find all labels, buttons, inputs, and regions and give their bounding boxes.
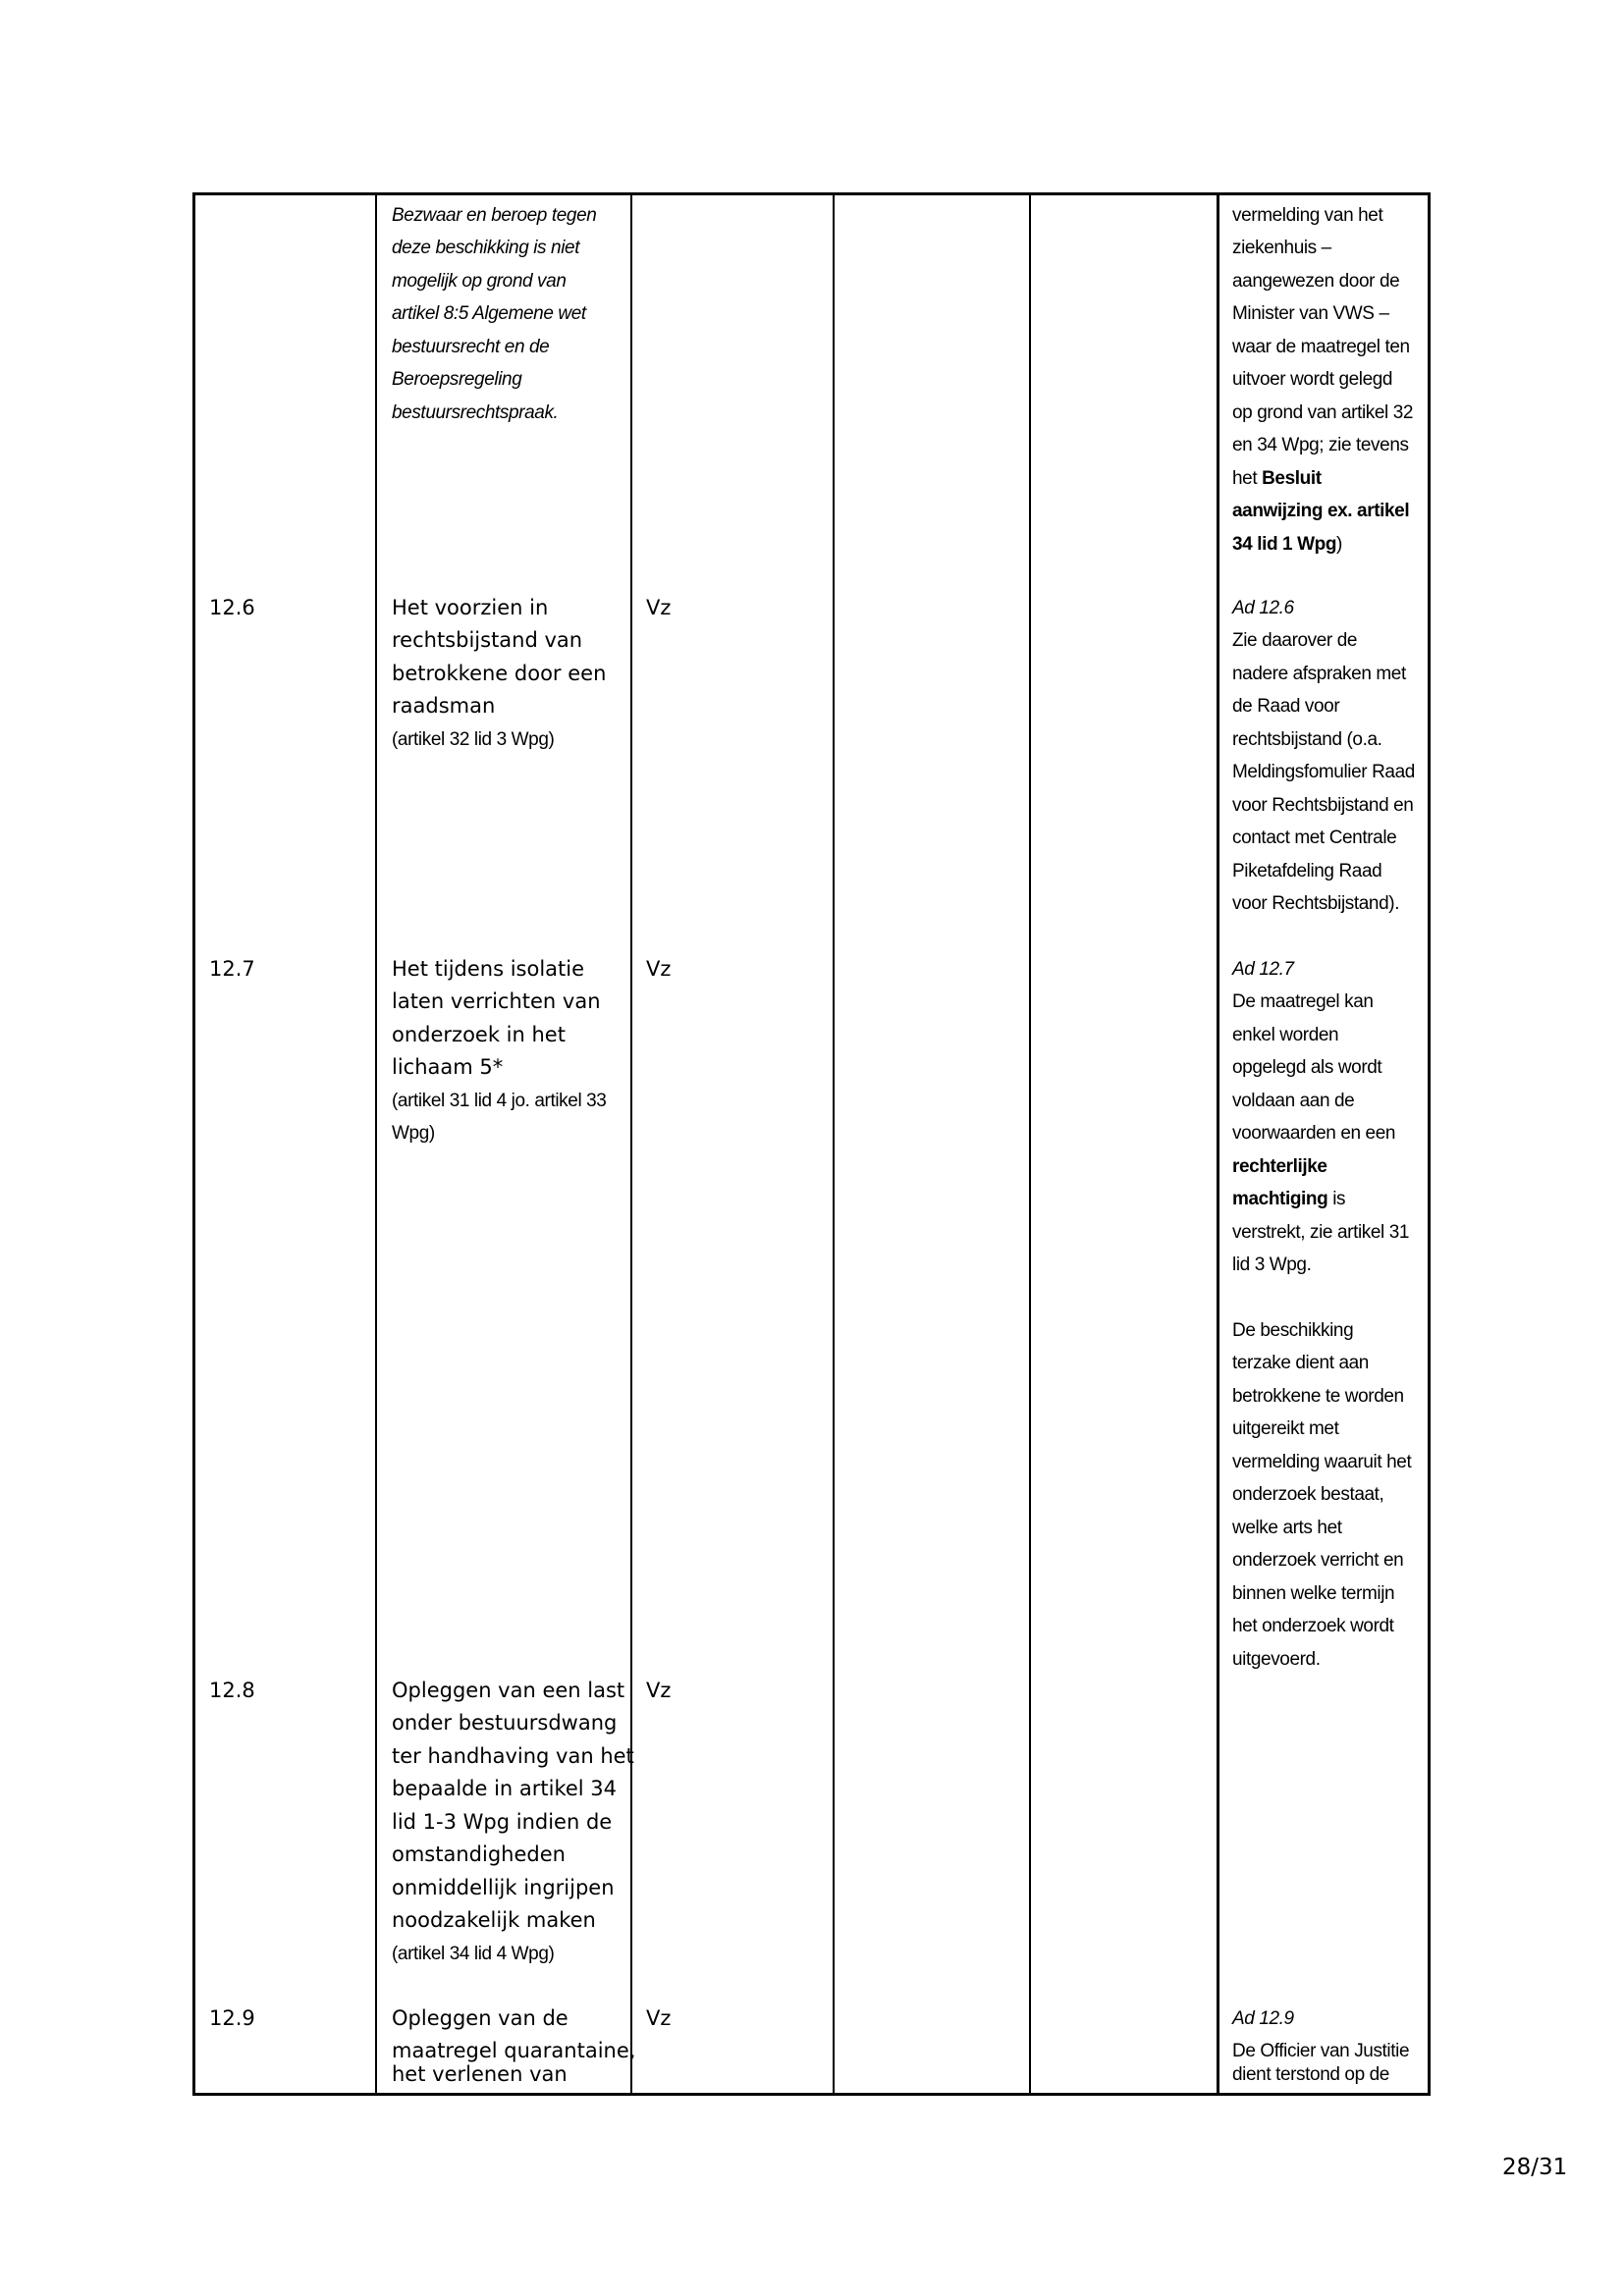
text-line: lid 3 Wpg.: [1232, 1255, 1312, 1275]
text-line: dient terstond op de: [1232, 2064, 1389, 2085]
remark-heading: Ad 12.7: [1232, 959, 1294, 980]
text-line: waar de maatregel ten: [1232, 337, 1410, 357]
legal-reference: Wpg): [392, 1123, 435, 1144]
text-line: onderzoek bestaat,: [1232, 1484, 1384, 1505]
row-number: 12.7: [209, 957, 255, 981]
text-line: ziekenhuis –: [1232, 238, 1331, 258]
text-line: bestuursrecht en de: [392, 337, 550, 357]
text-line: uitgereikt met: [1232, 1418, 1339, 1439]
mandate-code: Vz: [646, 2006, 672, 2030]
text-line: ter handhaving van het: [392, 1744, 634, 1768]
text-line: lid 1-3 Wpg indien de: [392, 1810, 613, 1834]
column-divider: [630, 192, 632, 2096]
text-line: uitgevoerd.: [1232, 1649, 1321, 1670]
text-line: en 34 Wpg; zie tevens: [1232, 435, 1409, 455]
text-line: laten verrichten van: [392, 989, 601, 1013]
text-line: rechtsbijstand van: [392, 628, 583, 652]
text-line: onmiddellijk ingrijpen: [392, 1876, 615, 1899]
remark-heading: Ad 12.9: [1232, 2008, 1294, 2029]
row-number: 12.6: [209, 596, 255, 619]
row-number: 12.9: [209, 2006, 255, 2030]
text-line: Opleggen van de: [392, 2006, 568, 2030]
text-line: deze beschikking is niet: [392, 238, 580, 258]
text-line: raadsman: [392, 694, 496, 718]
text-line: omstandigheden: [392, 1842, 566, 1866]
row-number: 12.8: [209, 1679, 255, 1702]
text-run: is: [1332, 1189, 1346, 1209]
legal-reference: (artikel 31 lid 4 jo. artikel 33: [392, 1091, 607, 1111]
text-line: [1232, 1183, 1345, 1215]
text-line: lichaam 5*: [392, 1055, 504, 1079]
text-line: nadere afspraken met: [1232, 664, 1406, 684]
legal-reference: (artikel 34 lid 4 Wpg): [392, 1944, 555, 1964]
text-line: maatregel quarantaine,: [392, 2039, 636, 2062]
text-line: het onderzoek wordt: [1232, 1616, 1394, 1636]
column-divider: [833, 192, 835, 2096]
remark-heading: Ad 12.6: [1232, 598, 1294, 618]
text-line: rechtsbijstand (o.a.: [1232, 729, 1382, 750]
column-divider: [1217, 192, 1219, 2096]
text-line: onderzoek in het: [392, 1023, 566, 1046]
text-line: De Officier van Justitie: [1232, 2041, 1410, 2061]
text-line: onderzoek verricht en: [1232, 1550, 1404, 1571]
text-line: contact met Centrale: [1232, 828, 1397, 848]
text-line: Het tijdens isolatie: [392, 957, 585, 981]
text-line: [1232, 528, 1342, 561]
mandate-code: Vz: [646, 596, 672, 619]
mandate-code: Vz: [646, 1679, 672, 1702]
text-line: terzake dient aan: [1232, 1353, 1369, 1373]
text-line: voldaan aan de: [1232, 1091, 1355, 1111]
legal-reference: (artikel 32 lid 3 Wpg): [392, 729, 555, 750]
text-line: Beroepsregeling: [392, 369, 522, 390]
bold-reference: 34 lid 1 Wpg: [1232, 534, 1337, 555]
text-line: voor Rechtsbijstand).: [1232, 893, 1400, 914]
text-line: artikel 8:5 Algemene wet: [392, 303, 586, 324]
text-line: Opleggen van een last: [392, 1679, 625, 1702]
text-run: ): [1336, 534, 1342, 555]
text-line: De maatregel kan: [1232, 991, 1374, 1012]
bold-reference: machtiging: [1232, 1189, 1328, 1209]
text-line: aangewezen door de: [1232, 271, 1400, 292]
text-line: noodzakelijk maken: [392, 1908, 596, 1932]
text-line: bepaalde in artikel 34: [392, 1777, 618, 1800]
text-line: voor Rechtsbijstand en: [1232, 795, 1414, 816]
column-divider: [375, 192, 377, 2096]
text-line: Piketafdeling Raad: [1232, 861, 1382, 881]
mandate-code: Vz: [646, 957, 672, 981]
text-line: uitvoer wordt gelegd: [1232, 369, 1393, 390]
text-line: op grond van artikel 32: [1232, 402, 1414, 423]
text-line: bestuursrechtspraak.: [392, 402, 559, 423]
text-line: Het voorzien in: [392, 596, 549, 619]
bold-reference: rechterlijke: [1232, 1156, 1327, 1177]
text-line: vermelding van het: [1232, 205, 1383, 226]
text-line: onder bestuursdwang: [392, 1711, 618, 1735]
text-line: betrokkene door een: [392, 662, 607, 685]
text-line: voorwaarden en een: [1232, 1123, 1396, 1144]
text-line: het verlenen van: [392, 2062, 568, 2086]
text-line: Zie daarover de: [1232, 630, 1358, 651]
text-line: [1232, 462, 1322, 495]
text-line: opgelegd als wordt: [1232, 1057, 1382, 1078]
text-line: binnen welke termijn: [1232, 1583, 1395, 1604]
column-divider: [1029, 192, 1031, 2096]
page-number: 28/31: [1502, 2155, 1568, 2180]
text-line: welke arts het: [1232, 1518, 1342, 1538]
text-line: verstrekt, zie artikel 31: [1232, 1222, 1410, 1243]
text-line: enkel worden: [1232, 1025, 1339, 1045]
bold-reference: aanwijzing ex. artikel: [1232, 501, 1410, 521]
text-line: De beschikking: [1232, 1320, 1354, 1341]
text-line: Minister van VWS –: [1232, 303, 1389, 324]
text-line: Meldingsfomulier Raad: [1232, 762, 1415, 782]
text-line: betrokkene te worden: [1232, 1386, 1404, 1407]
bold-reference: Besluit: [1262, 468, 1322, 489]
text-line: mogelijk op grond van: [392, 271, 567, 292]
text-line: de Raad voor: [1232, 696, 1340, 717]
text-line: vermelding waaruit het: [1232, 1452, 1412, 1472]
text-run: het: [1232, 468, 1258, 489]
text-line: Bezwaar en beroep tegen: [392, 205, 597, 226]
